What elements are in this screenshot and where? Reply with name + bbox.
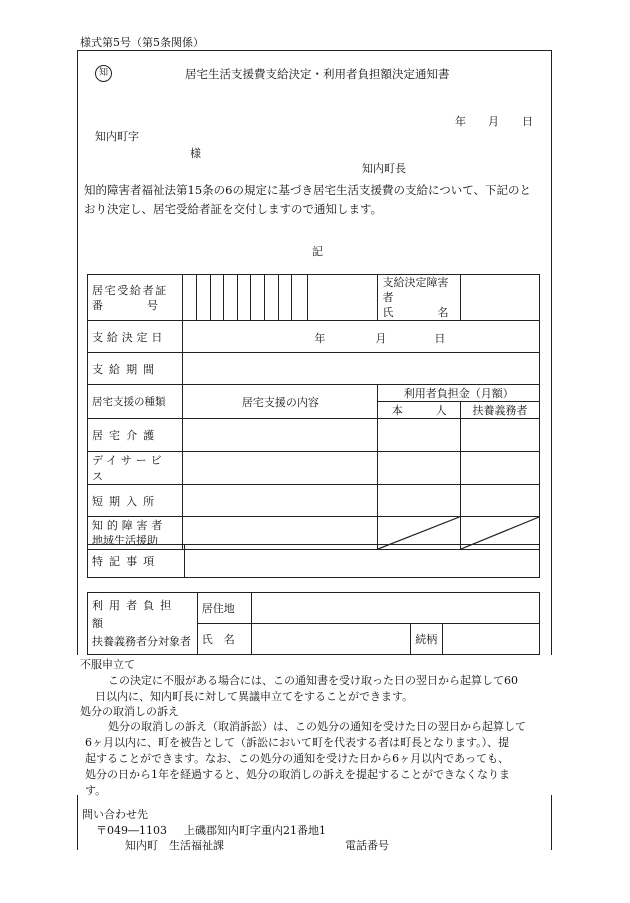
name-label: 氏 名: [197, 624, 251, 655]
seal-mark: 知: [95, 65, 112, 82]
lawsuit-line-4: 処分の日から1年を経過すると、処分の取消しの訴えを提起することができなくなりま: [85, 768, 510, 781]
decision-date-label: 支給決定日: [88, 321, 183, 353]
recipient-digit[interactable]: [265, 275, 279, 321]
objection-line-2: 日以内に、知内町長に対して異議申立てをすることができます。: [95, 690, 414, 703]
burden-label-1: 利用者負担額: [92, 598, 178, 630]
lawsuit-line-5: す。: [85, 784, 107, 797]
burden-box-table: [87, 592, 540, 655]
recipient-digit[interactable]: [251, 275, 265, 321]
decision-date-year: 年: [314, 332, 326, 345]
service-content-field[interactable]: [183, 485, 378, 517]
relation-label: 続柄: [411, 624, 443, 655]
recipient-digit[interactable]: [237, 275, 251, 321]
decision-table: [87, 274, 540, 550]
service-supporter-field[interactable]: [460, 419, 539, 452]
contact-postal: 〒049―1103: [96, 824, 167, 837]
contact-phone: 電話番号: [345, 839, 389, 852]
frame-top: [77, 50, 552, 51]
service-row: [88, 485, 540, 517]
service-content-field[interactable]: [183, 452, 378, 485]
service-type-label-1: 知的障害者: [92, 519, 167, 532]
frame-right: [551, 50, 552, 655]
recipient-digit[interactable]: [278, 275, 292, 321]
service-type-label: 短期入所: [88, 485, 183, 517]
frame-right-bottom: [551, 795, 552, 850]
decision-date-field[interactable]: [183, 321, 540, 353]
document-title: 居宅生活支援費支給決定・利用者負担額決定通知書: [185, 67, 450, 81]
ki-heading: 記: [312, 245, 323, 258]
service-self-field[interactable]: [378, 485, 460, 517]
name-field[interactable]: [251, 624, 411, 655]
lawsuit-line-1: 処分の取消しの訴え（取消訴訟）は、この処分の通知を受けた日の翌日から起算して: [108, 720, 526, 733]
service-type-label: デイサービス: [88, 452, 183, 485]
form-number: 様式第5号（第5条関係）: [80, 36, 204, 49]
addressee-sama: 様: [190, 147, 201, 160]
objection-heading: 不服申立て: [80, 658, 135, 671]
name-label-2: 氏 名: [382, 306, 449, 319]
frame-left-bottom: [77, 795, 78, 850]
lawsuit-line-3: 起することができます。なお、この処分の通知を受けた日から6ヶ月以内であっても、: [85, 752, 510, 765]
burden-self-header: 本 人: [378, 402, 460, 419]
recipient-no-label-1: 居宅受給者証: [92, 283, 168, 297]
frame-left: [77, 50, 78, 655]
date-year: 年: [455, 115, 466, 128]
recipient-no-label-2: 番 号: [92, 298, 158, 312]
recipient-digit[interactable]: [210, 275, 224, 321]
decision-date-day: 日: [434, 332, 446, 345]
decision-date-month: 月: [375, 332, 387, 345]
address-field[interactable]: [251, 593, 539, 624]
burden-label: [88, 593, 198, 655]
special-notes-label: 特記事項: [88, 545, 185, 578]
contact-address: 上磯郡知内町字重内21番地1: [184, 824, 326, 837]
period-field[interactable]: [183, 353, 540, 385]
addressee-town: 知内町字: [95, 130, 139, 143]
recipient-digit[interactable]: [196, 275, 210, 321]
service-self-field[interactable]: [378, 419, 460, 452]
content-header: 居宅支援の内容: [183, 385, 378, 419]
period-label: 支給期間: [88, 353, 183, 385]
service-supporter-field[interactable]: [460, 452, 539, 485]
service-self-field[interactable]: [378, 452, 460, 485]
service-row: [88, 452, 540, 485]
recipient-name-field[interactable]: [460, 275, 539, 321]
lawsuit-heading: 処分の取消しの訴え: [80, 705, 179, 718]
recipient-digit[interactable]: [183, 275, 197, 321]
intro-line-2: おり決定し、居宅受給者証を交付しますので通知します。: [84, 202, 383, 216]
burden-header: 利用者負担金（月額）: [378, 385, 540, 402]
contact-dept: 知内町 生活福祉課: [125, 839, 224, 852]
service-type-label: 居宅介護: [88, 419, 183, 452]
name-label-1: 支給決定障害者: [382, 276, 449, 304]
special-notes-table: [87, 544, 540, 578]
objection-line-1: この決定に不服がある場合には、この通知書を受け取った日の翌日から起算して60: [108, 674, 518, 687]
recipient-digit[interactable]: [307, 275, 378, 321]
lawsuit-line-2: 6ヶ月以内に、町を被告として（訴訟において町を代表する者は町長となります。）、提: [85, 736, 510, 749]
decision-date-row: [88, 321, 540, 353]
burden-label-2: 扶養義務者分対象者: [92, 634, 191, 648]
service-type-label-2: 地域生活援助: [92, 534, 158, 547]
recipient-digit[interactable]: [224, 275, 238, 321]
service-content-field[interactable]: [183, 419, 378, 452]
recipient-no-label: [88, 275, 183, 321]
header-row: [88, 385, 540, 402]
relation-field[interactable]: [443, 624, 540, 655]
service-row: [88, 419, 540, 452]
date-month: 月: [488, 115, 499, 128]
issuer: 知内町長: [362, 162, 406, 175]
date-day: 日: [522, 115, 533, 128]
special-notes-field[interactable]: [185, 545, 540, 578]
type-header: 居宅支援の種類: [88, 385, 183, 419]
name-label: [378, 275, 460, 321]
contact-heading: 問い合わせ先: [82, 808, 148, 821]
recipient-row: [88, 275, 540, 321]
address-label: 居住地: [197, 593, 251, 624]
intro-line-1: 知的障害者福祉法第15条の6の規定に基づき居宅生活支援費の支給について、下記のと: [84, 183, 531, 197]
service-supporter-field[interactable]: [460, 485, 539, 517]
recipient-digit[interactable]: [292, 275, 307, 321]
period-row: [88, 353, 540, 385]
burden-supporter-header: 扶養義務者: [460, 402, 539, 419]
